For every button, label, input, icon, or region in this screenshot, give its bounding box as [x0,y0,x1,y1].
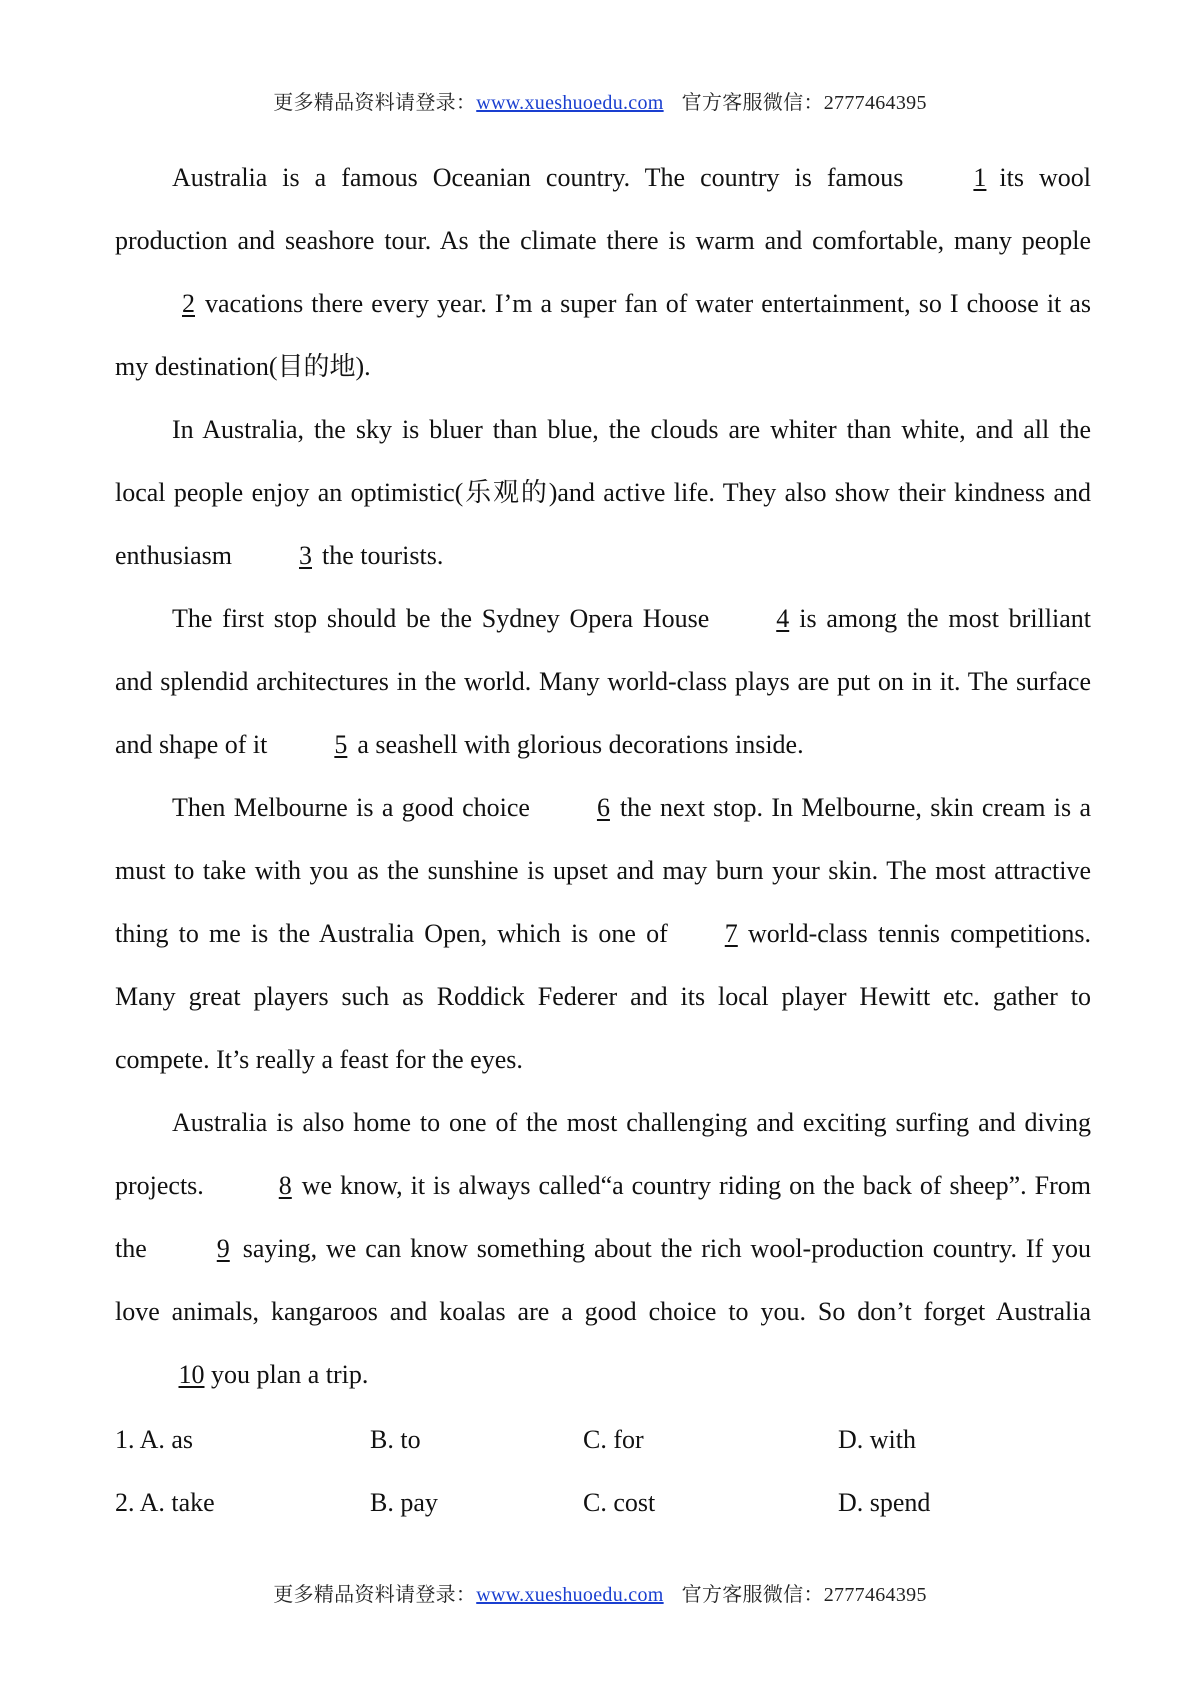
question-1-option-d[interactable]: D. with [838,1425,916,1454]
question-2-option-d[interactable]: D. spend [838,1488,931,1517]
passage-text: In Australia, the sky is bluer than blue, the clouds are whiter than white, and all the local people enjoy an optimistic(乐观的)and active life. They also show their kindness and enthusiasm [115,415,1091,570]
passage-paragraph-3 [115,587,1091,776]
blank-4: 4 [776,604,790,633]
question-2-option-b[interactable]: B. pay [370,1488,438,1517]
blank-10: 10 [178,1360,205,1389]
passage-text: the next stop. In Melbourne, skin cream is a must to take with you as the sunshine is upset and may burn your skin. The most attractive thing to me is the Australia Open, which is one of [115,793,1091,948]
header-website-link[interactable]: www.xueshuoedu.com [476,92,664,114]
footer-website-link[interactable]: www.xueshuoedu.com [476,1584,664,1606]
header-service-wechat: 官方客服微信：2777464395 [681,92,927,114]
question-2-options [115,1471,1115,1534]
header-prefix: 更多精品资料请登录： [273,92,477,114]
footer-service-wechat: 官方客服微信：2777464395 [681,1584,927,1606]
blank-9: 9 [216,1234,230,1263]
passage-text: Australia is a famous Oceanian country. The country is famous [172,163,904,192]
cloze-passage [115,146,1091,1406]
passage-text: The first stop should be the Sydney Opera House [172,604,710,633]
page-footer [0,1578,1200,1607]
question-1-option-a[interactable]: 1. A. as [115,1425,193,1454]
passage-text: Then Melbourne is a good choice [172,793,530,822]
blank-5: 5 [334,730,348,759]
footer-prefix: 更多精品资料请登录： [273,1584,477,1606]
blank-8: 8 [278,1171,292,1200]
passage-text: you plan a trip. [211,1360,369,1389]
passage-text: Australia is also home to one of the most challenging and exciting surfing and diving projects. [115,1108,1091,1200]
blank-1: 1 [973,163,987,192]
blank-7: 7 [724,919,738,948]
passage-text: world-class tennis competitions. Many great players such as Roddick Federer and its local player Hewitt etc. gather to compete. It’s really a feast for the eyes. [115,919,1092,1074]
question-1-options [115,1408,1115,1471]
passage-text: saying, we can know something about the rich wool-production country. If you love animals, kangaroos and koalas are a good choice to you. So don’t forget Australia [115,1234,1091,1326]
page-header [0,86,1200,115]
passage-text: we know, it is always called“a country riding on the back of sheep”. From the [115,1171,1091,1263]
passage-paragraph-2 [115,398,1091,587]
passage-paragraph-1 [115,146,1091,398]
blank-6: 6 [596,793,610,822]
passage-text: the tourists. [322,541,444,570]
blank-3: 3 [299,541,312,570]
question-1-option-c[interactable]: C. for [583,1425,644,1454]
passage-text: is among the most brilliant and splendid architectures in the world. Many world-class plays are put on in it. The surface and shape of it [115,604,1091,759]
passage-text: a seashell with glorious decorations inside. [357,730,804,759]
question-2-option-c[interactable]: C. cost [583,1488,656,1517]
passage-text: vacations there every year. I’m a super fan of water entertainment, so I choose it as my destination(目的地). [115,289,1091,381]
passage-paragraph-4 [115,776,1091,1091]
passage-paragraph-5 [115,1091,1091,1406]
blank-2: 2 [182,289,195,318]
question-2-option-a[interactable]: 2. A. take [115,1488,215,1517]
passage-text: its wool production and seashore tour. As the climate there is warm and comfortable, many people [115,163,1091,255]
answer-options [115,1408,1115,1534]
question-1-option-b[interactable]: B. to [370,1425,421,1454]
